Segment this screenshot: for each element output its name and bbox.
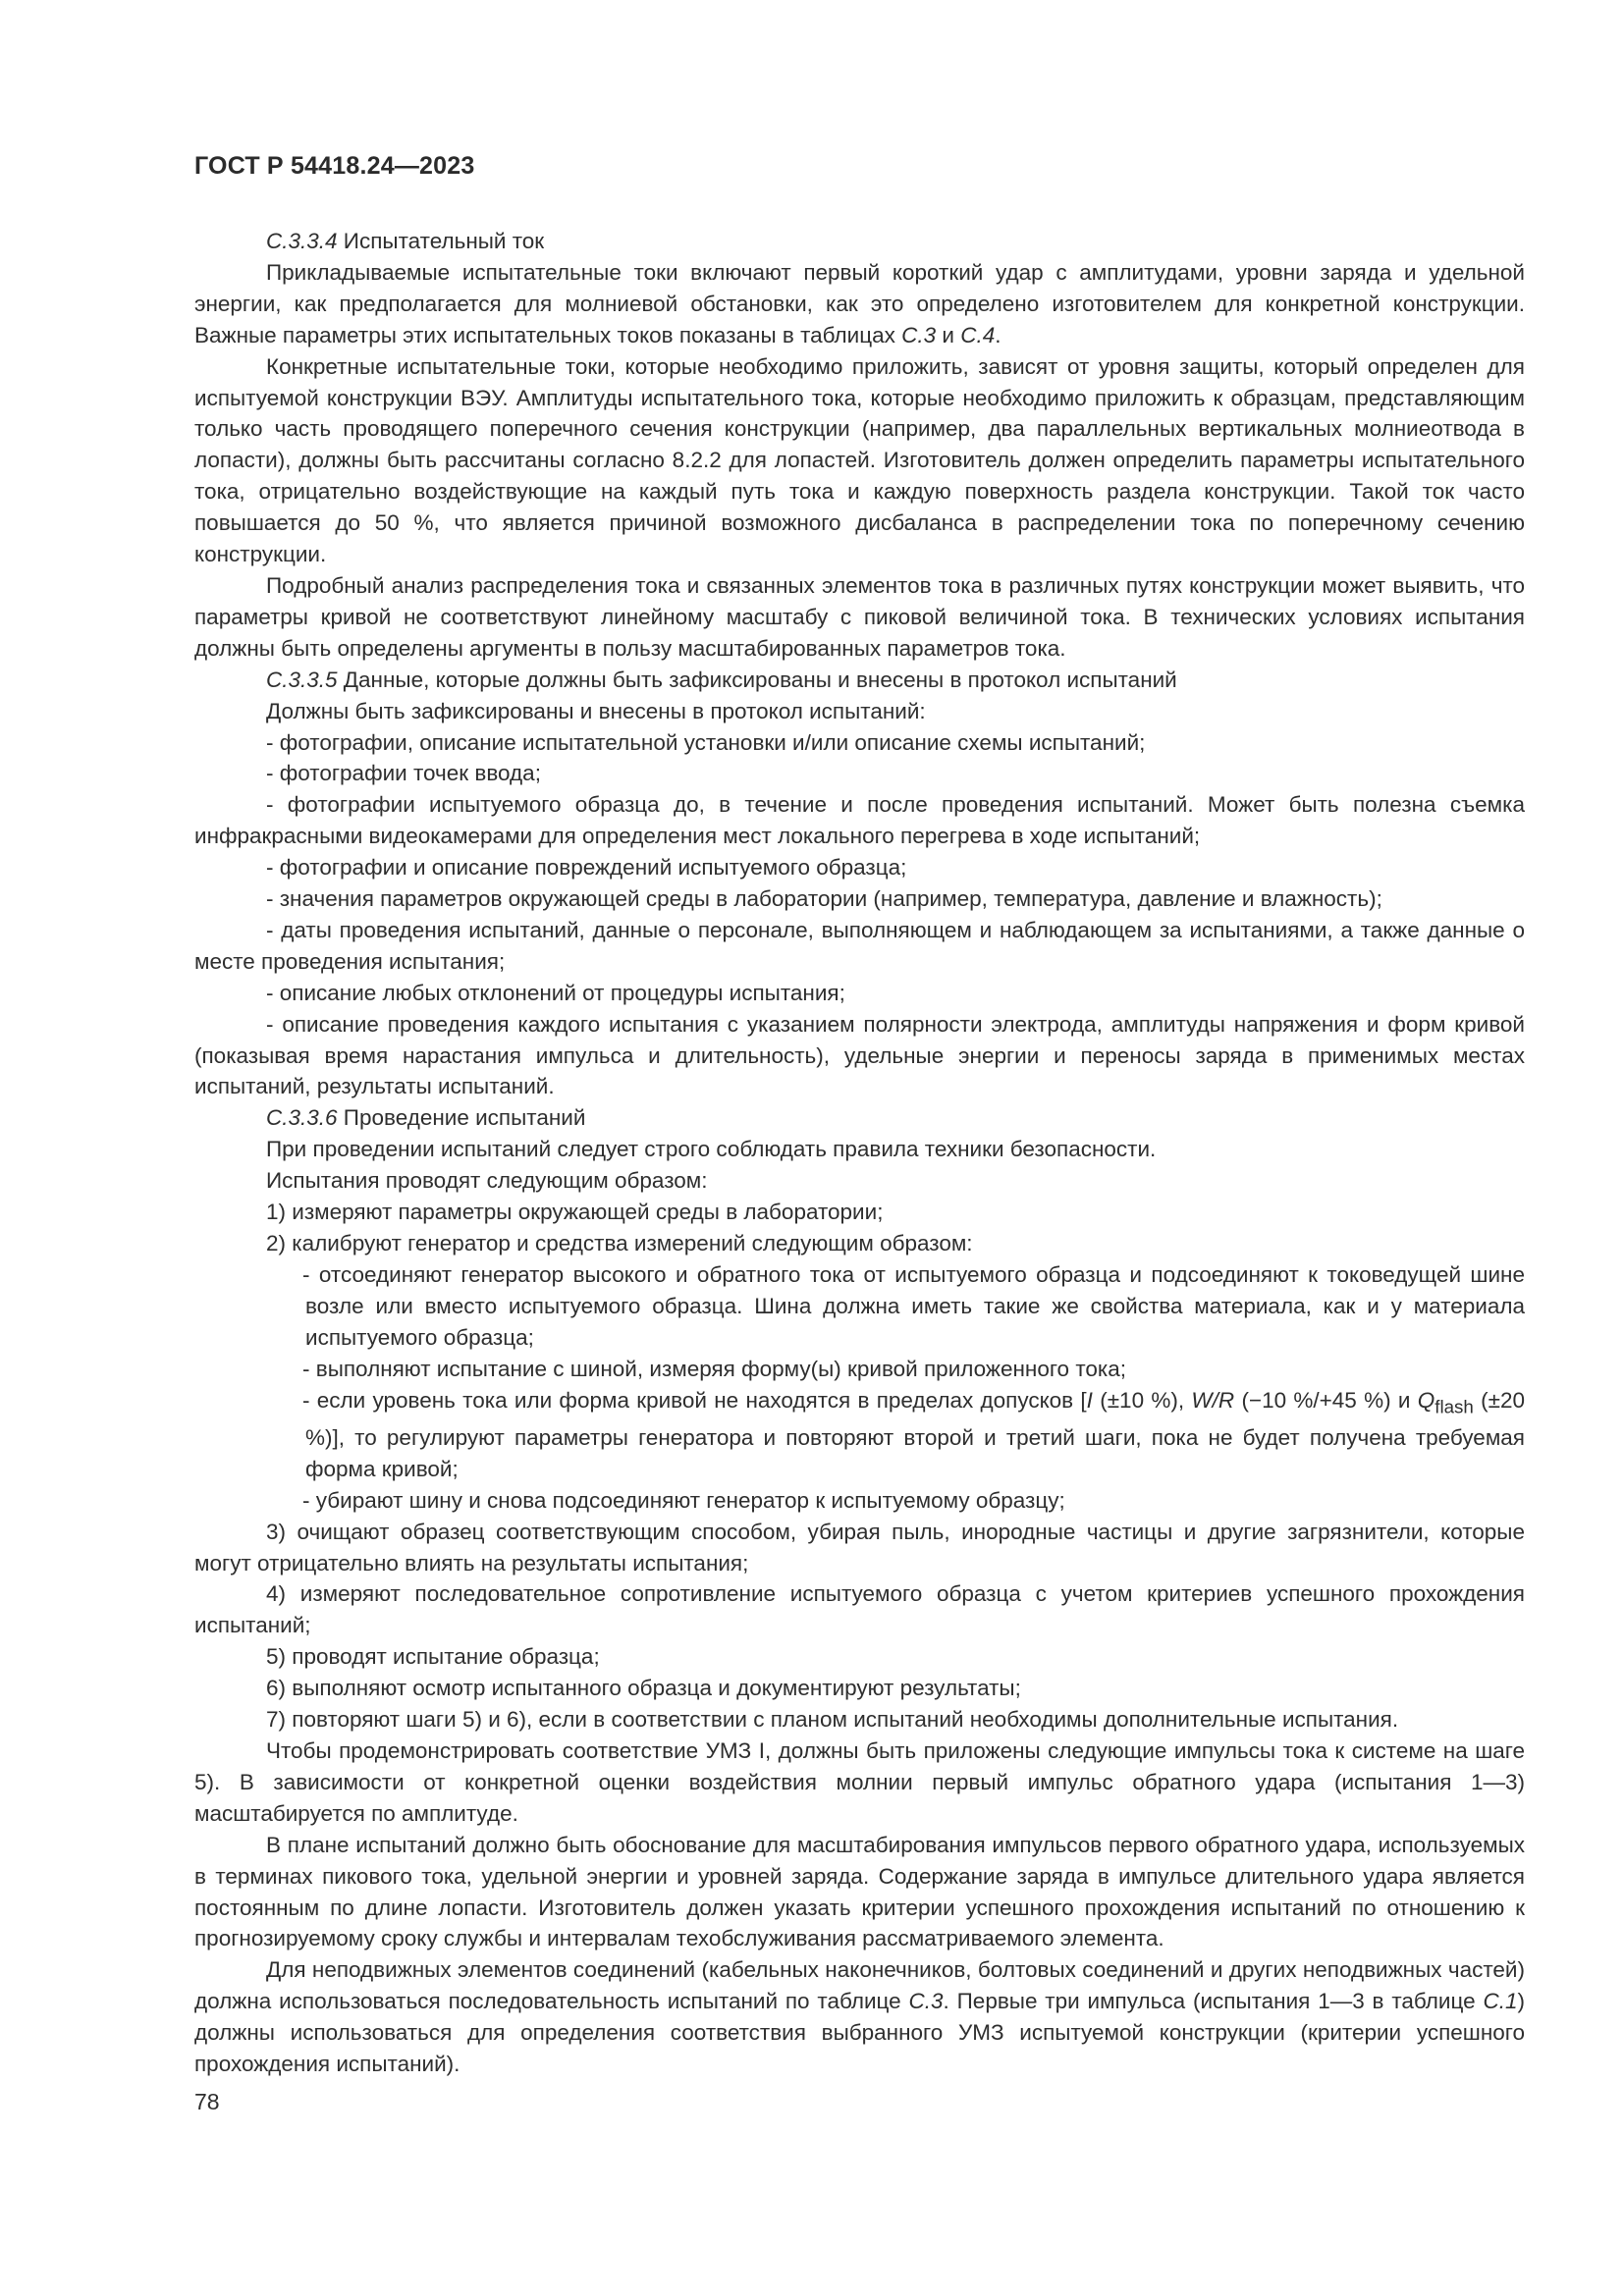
symbol-current: I [1086, 1387, 1093, 1413]
step-item: 2) калибруют генератор и средства измерений следующим образом: [266, 1231, 973, 1255]
sub-step-item: - убирают шину и снова подсоединяют генератор к испытуемому образцу; [302, 1487, 1065, 1513]
list-item: - фотографии и описание повреждений испытуемого образца; [266, 855, 907, 881]
sub-step-text: - если уровень тока или форма кривой не находятся в пределах допусков [ [302, 1387, 1087, 1413]
sub-step-item: - выполняют испытание с шиной, измеряя форму(ы) кривой приложенного тока; [302, 1356, 1126, 1381]
paragraph: Конкретные испытательные токи, которые необходимо приложить, зависят от уровня защиты, который определен для испытуемой конструкции ВЭУ. Амплитуды испытательного тока, которые необходимо приложить к образцам, представляющим только часть проводящего поперечного сечения конструкции (например, два параллельных вертикальных молниеотвода в лопасти), должны быть рассчитаны согласно 8.2.2 для лопастей. Изготовитель должен определить параметры испытательного тока, отрицательно воздействующие на каждый путь тока и каждую поверхность раздела конструкции. Такой ток часто повышается до 50 %, что является причиной возможного дисбаланса в распределении тока по поперечному сечению конструкции. [194, 353, 1525, 567]
step-item: 1) измеряют параметры окружающей среды в лаборатории; [266, 1200, 884, 1225]
section-heading-c336 [194, 1102, 1525, 1134]
section-number: С.3.3.4 [266, 229, 338, 253]
list-item: - фотографии точек ввода; [266, 761, 541, 786]
paragraph: Подробный анализ распределения тока и связанных элементов тока в различных путях конструкции может выявить, что параметры кривой не соответствуют линейному масштабу с пиковой величиной тока. В технических условиях испытания должны быть определены аргументы в пользу масштабированных параметров тока. [194, 572, 1525, 661]
sub-step-text: (±10 %), [1092, 1387, 1192, 1413]
step-item: 4) измеряют последовательное сопротивление испытуемого образца с учетом критериев успешного прохождения испытаний; [194, 1581, 1525, 1638]
document-body [194, 226, 1525, 2080]
paragraph: Должны быть зафиксированы и внесены в протокол испытаний: [266, 698, 926, 723]
section-title: Испытательный ток [337, 229, 545, 253]
symbol-specific-energy: W/R [1191, 1387, 1235, 1413]
section-title: Проведение испытаний [337, 1105, 586, 1131]
sub-step-text: (−10 %/+45 %) и [1234, 1387, 1418, 1413]
list-item: - даты проведения испытаний, данные о персонале, выполняющем и наблюдающем за испытаниями, а также данные о месте проведения испытания; [194, 917, 1525, 974]
document-header: ГОСТ Р 54418.24—2023 [194, 152, 475, 180]
paragraph-text: Прикладываемые испытательные токи включают первый короткий удар с амплитудами, уровни заряда и удельной энергии, как предполагается для молниевой обстановки, как это определено изготовителем для конкретной конструкции. Важные параметры этих испытательных токов показаны в таблицах [194, 259, 1525, 347]
step-item: 6) выполняют осмотр испытанного образца и документируют результаты; [266, 1676, 1021, 1701]
table-reference: С.1 [1483, 1989, 1518, 2014]
symbol-charge: Q [1417, 1387, 1435, 1413]
section-heading-c335 [194, 665, 1525, 696]
sub-step-item: - отсоединяют генератор высокого и обратного тока от испытуемого образца и подсоединяют к токоведущей шине возле или вместо испытуемого образца. Шина должна иметь такие же свойства материала, как и у материала испытуемого образца; [302, 1261, 1525, 1350]
section-number: С.3.3.6 [266, 1105, 338, 1131]
paragraph: Чтобы продемонстрировать соответствие УМЗ I, должны быть приложены следующие импульсы тока к системе на шаге 5). В зависимости от конкретной оценки воздействия молнии первый импульс обратного удара (испытания 1—3) масштабируется по амплитуде. [194, 1738, 1525, 1826]
list-item: - фотографии испытуемого образца до, в течение и после проведения испытаний. Может быть полезна съемка инфракрасными видеокамерами для определения мест локального перегрева в ходе испытаний; [194, 792, 1525, 849]
step-item: 5) проводят испытание образца; [266, 1644, 600, 1670]
sub-step-item [302, 1385, 1525, 1485]
paragraph: В плане испытаний должно быть обоснование для масштабирования импульсов первого обратного удара, используемых в терминах пикового тока, удельной энергии и уровней заряда. Содержание заряда в импульсе длительного удара является постоянным по длине лопасти. Изготовитель должен указать критерии успешного прохождения испытаний по отношению к прогнозируемому сроку службы и интервалам техобслуживания рассматриваемого элемента. [194, 1832, 1525, 1951]
paragraph: При проведении испытаний следует строго соблюдать правила техники безопасности. [266, 1137, 1157, 1162]
sub-step-text: (±20 %)], то регулируют параметры генератора и повторяют второй и третий шаги, пока не будет получена требуемая форма кривой; [305, 1387, 1525, 1481]
table-reference: С.3 [901, 322, 937, 347]
section-title: Данные, которые должны быть зафиксированы и внесены в протокол испытаний [337, 667, 1177, 692]
paragraph [194, 1954, 1525, 2080]
table-reference: С.4 [960, 322, 996, 347]
section-heading-c334 [194, 226, 1525, 257]
symbol-subscript: flash [1435, 1396, 1474, 1417]
paragraph [194, 257, 1525, 351]
list-item: - описание проведения каждого испытания с указанием полярности электрода, амплитуды напряжения и форм кривой (показывая время нарастания импульса и длительность), удельные энергии и переносы заряда в применимых местах испытаний, результаты испытаний. [194, 1011, 1525, 1099]
section-number: С.3.3.5 [266, 667, 338, 692]
paragraph-text: и [936, 322, 961, 347]
paragraph-text: . [995, 322, 1001, 347]
paragraph-text: Для неподвижных элементов соединений (кабельных наконечников, болтовых соединений и других неподвижных частей) должна использоваться последовательность испытаний по таблице [194, 1957, 1525, 2014]
paragraph-text: ) должны использоваться для определения соответствия выбранного УМЗ испытуемой конструкции (критерии успешного прохождения испытаний). [194, 1989, 1525, 2077]
page-number: 78 [194, 2089, 220, 2114]
step-item: 7) повторяют шаги 5) и 6), если в соответствии с планом испытаний необходимы дополнительные испытания. [266, 1707, 1399, 1733]
list-item: - фотографии, описание испытательной установки и/или описание схемы испытаний; [266, 729, 1146, 755]
list-item: - описание любых отклонений от процедуры испытания; [266, 980, 845, 1005]
paragraph: Испытания проводят следующим образом: [266, 1168, 708, 1194]
table-reference: С.3 [908, 1989, 944, 2014]
paragraph-text: . Первые три импульса (испытания 1—3 в таблице [943, 1989, 1484, 2014]
list-item: - значения параметров окружающей среды в лаборатории (например, температура, давление и влажность); [266, 886, 1382, 912]
step-item: 3) очищают образец соответствующим способом, убирая пыль, инородные частицы и другие загрязнители, которые могут отрицательно влиять на результаты испытания; [194, 1519, 1525, 1575]
